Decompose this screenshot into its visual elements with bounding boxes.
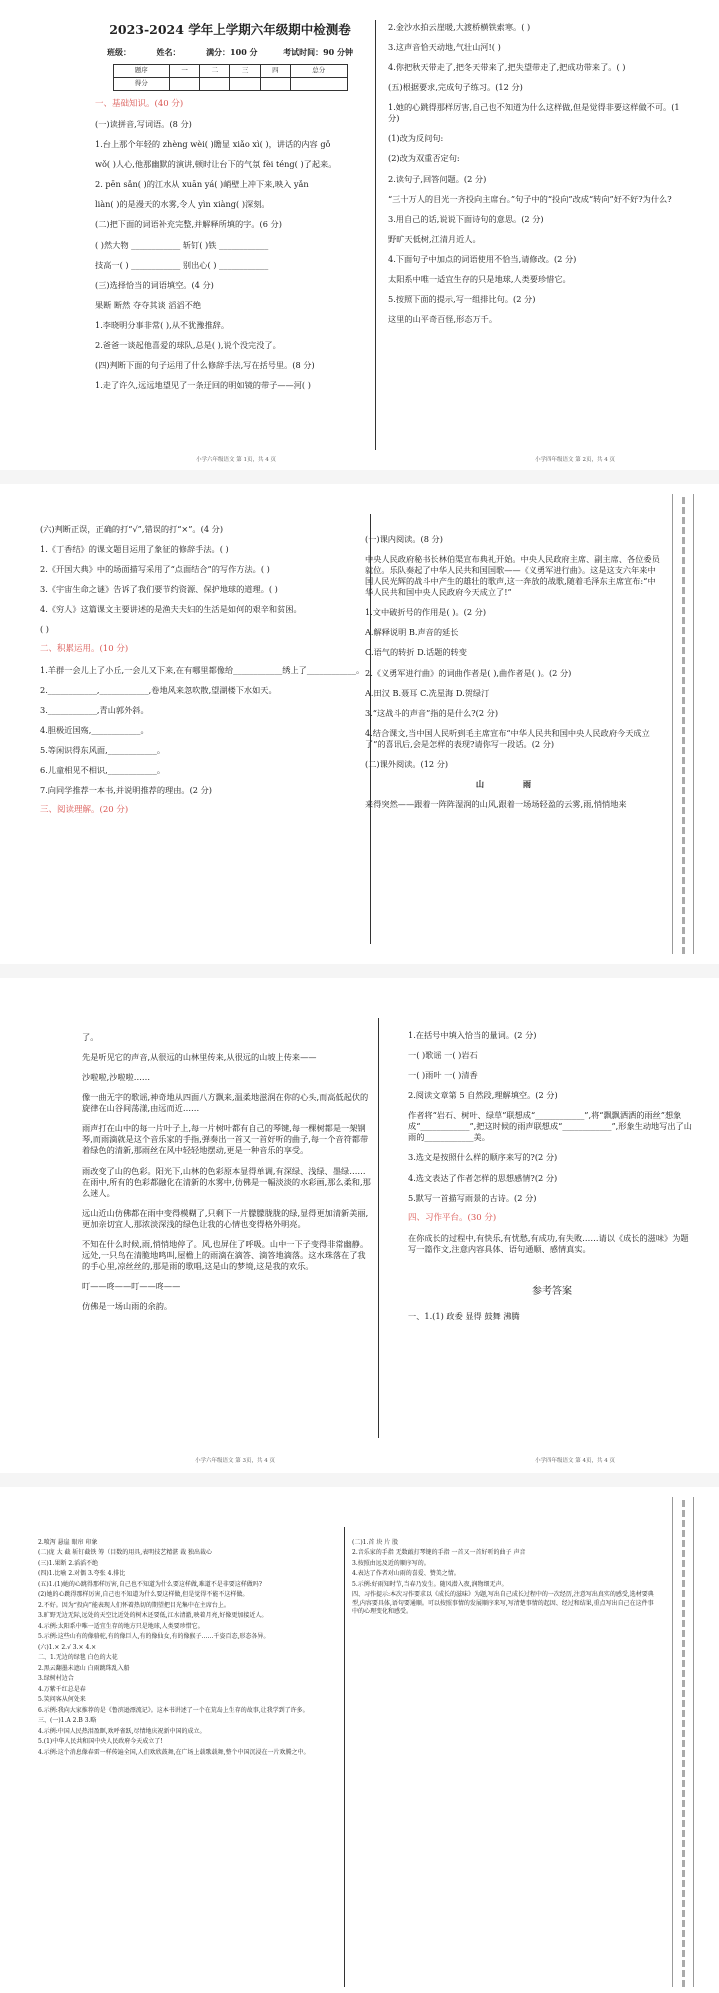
binding-dash	[682, 587, 685, 594]
binding-margin	[672, 1497, 694, 1987]
section-heading: 二、积累运用。(10 分)	[40, 644, 129, 655]
text-line: (二)庞 大 截 斩钉截铁 筹（目数的用具,表明技艺精湛 裁 独出裁心	[38, 1549, 213, 1557]
binding-dash	[682, 1770, 685, 1777]
binding-dash	[682, 1550, 685, 1557]
text-line: 2. pēn sǎn( )的江水从 xuān yá( )峭壁上冲下来,映入 yǎn	[95, 179, 309, 190]
text-line: 作者将“岩石、树叶、绿草”联想成“____________”,将“飘飘洒洒的雨丝”想象成“____________”,把这时候的雨声联想成“____________”,形象生动地写出了山雨的____________美。	[408, 1110, 692, 1143]
p1-left-lines	[95, 99, 365, 391]
binding-dash	[682, 607, 685, 614]
binding-dash	[682, 1540, 685, 1547]
section-heading: 四、习作平台。(30 分)	[408, 1212, 497, 1223]
text-line: C.语气的转折 D.话题的转变	[365, 647, 467, 658]
text-line: 6.儿童相见不相识,____________。	[40, 765, 166, 776]
score-header-cell: 三	[230, 64, 260, 77]
binding-dash	[682, 547, 685, 554]
binding-dash	[682, 1740, 685, 1747]
binding-dash	[682, 917, 685, 924]
text-line: 3.这声音恰天动地,气壮山河!( )	[388, 42, 501, 53]
text-line: 5.笑问客从何处来	[38, 1696, 86, 1704]
binding-dash	[682, 1730, 685, 1737]
section-heading: 三、阅读理解。(20 分)	[40, 805, 129, 816]
text-line: 4.示例:太阳系中唯一适宜生存的地方只是地球,人类要珍惜它。	[38, 1622, 204, 1630]
p3-right-lines	[408, 1030, 696, 1322]
text-line: 技高一( ) ____________ 别出心( ) ____________	[95, 259, 269, 270]
text-line: A.田汉 B.聂耳 C.冼星海 D.贺绿汀	[365, 687, 490, 698]
score-header-cell: 四	[260, 64, 290, 77]
text-line: 1.文中破折号的作用是( )。(2 分)	[365, 607, 487, 618]
text-line: ( )然大物 ____________ 斩钉( )铁 ____________	[95, 239, 269, 250]
text-line: 一( )雨叶 一( )清香	[408, 1070, 478, 1081]
text-line: 4.《穷人》这篇课文主要讲述的是渔夫夫妇的生活是如何的艰辛和贫困。	[40, 604, 302, 615]
binding-dash	[682, 527, 685, 534]
text-line: 2.____________,____________,卷地风来忽吹散,望湖楼下水如天。	[40, 684, 277, 695]
binding-dash	[682, 1910, 685, 1917]
binding-dash	[682, 557, 685, 564]
binding-dash	[682, 1620, 685, 1627]
score-cell[interactable]	[230, 77, 260, 90]
exam-page-1	[0, 0, 719, 470]
page-gap	[0, 964, 719, 978]
text-line: “三十万人的目光一齐投向主席台。”句子中的“投向”改成“转向”好不好?为什么?	[388, 193, 672, 204]
p3-left-column	[82, 1032, 372, 1321]
page-footer-2: 小学四年级语文 第 2页，共 4 页	[535, 457, 615, 463]
score-header-cell: 总分	[290, 64, 347, 77]
score-cell[interactable]	[260, 77, 290, 90]
text-line: 了。	[82, 1032, 99, 1042]
text-line: 2.音乐家的手指 无数敲打琴键的手指 一首又一首好听的曲子 声音	[352, 1549, 526, 1557]
text-line: 2.金沙水拍云崖暖,大渡桥横铁索寒。( )	[388, 22, 531, 32]
score-cell[interactable]	[290, 77, 347, 90]
text-line: (二)把下面的词语补充完整,并解释所填的字。(6 分)	[95, 219, 282, 230]
text-line: 叮——咚——叮——咚——	[82, 1281, 181, 1291]
score-cell[interactable]	[169, 77, 199, 90]
page-footer-1: 小学六年级语文 第 1页，共 4 页	[196, 457, 276, 463]
text-line: (五)根据要求,完成句子练习。(12 分)	[388, 82, 523, 93]
text-line: 6.示例:我向大家推荐的是《鲁滨逊漂流记》。这本书讲述了一个在荒岛上生存的故事,让我学到了许多。	[38, 1706, 309, 1714]
binding-dash	[682, 597, 685, 604]
p2-left-column	[40, 524, 365, 826]
text-line: 1.她的心跳得那样厉害,自己也不知道为什么这样做,但是觉得非要这样做不可。(1 分)	[388, 102, 680, 124]
score-header-cell: 二	[200, 64, 230, 77]
text-line: 果断 断然 夺夺其谈 滔滔不绝	[95, 299, 202, 310]
time-label: 考试时间：90 分钟	[283, 46, 353, 57]
binding-dash	[682, 1660, 685, 1667]
binding-dash	[682, 737, 685, 744]
p1-right-column	[388, 22, 693, 334]
score-row-label: 得分	[113, 77, 169, 90]
text-line: 5.按照下面的提示,写一组排比句。(2 分)	[388, 293, 536, 304]
binding-dashes	[673, 497, 693, 954]
score-label: 满分：100 分	[206, 46, 258, 57]
binding-dash	[682, 667, 685, 674]
text-line: liàn( )的是漫天的水雾,令人 yìn xiàng( )深刻。	[95, 199, 270, 210]
class-label: 班级：	[107, 46, 131, 57]
text-line: 仿佛是一场山雨的余韵。	[82, 1301, 173, 1312]
text-line: 4.表达了作者对山雨的喜爱、赞美之情。	[352, 1570, 460, 1578]
p1-left-column	[95, 22, 365, 400]
text-line: 1.台上那个年轻的 zhèng wèi( )瞻显 xiǎo xì( )，讲话的内容 gǒ	[95, 139, 331, 150]
text-line: 3.“这战斗的声音”指的是什么?(2 分)	[365, 707, 499, 718]
text-line: 4.结合课文,当中国人民听到毛主席宣布“中华人民共和国中央人民政府今天成立了”的喜讯后,会是怎样的表现?请你写一段话。(2 分)	[365, 727, 650, 749]
binding-dash	[682, 847, 685, 854]
binding-dash	[682, 877, 685, 884]
text-line: 4.示例:中国人民热泪盈眶,欢呼雀跃,尽情地庆祝新中国的成立。	[38, 1727, 206, 1735]
text-line: 2.黑云翻墨未遮山 白雨跳珠乱入船	[38, 1664, 130, 1672]
score-table	[113, 64, 348, 91]
text-line: 3.旷野无边无际,远处的天空比近处的树木还要低,江水清澈,映着月亮,好像更加接近人。	[38, 1612, 268, 1620]
binding-dash	[682, 1950, 685, 1957]
text-line: 1.羊群一会儿上了小丘,一会儿又下来,在有哪里都像给____________绣上了____________。	[40, 664, 365, 675]
text-line: (一)读拼音,写词语。(8 分)	[95, 119, 192, 130]
text-line: 不知在什么时候,雨,悄悄地停了。风,也屏住了呼吸。山中一下子变得非常幽静。远处,一只鸟在清脆地鸣叫,屋檐上的雨滴在滴答、滴答地滴落。这水珠落在了我的手心里,凉丝丝的,那是雨的歌唱,这是山的梦境,这是我的欢乐。	[82, 1238, 369, 1271]
binding-dash	[682, 907, 685, 914]
text-line: 1.在括号中填入恰当的量词。(2 分)	[408, 1030, 537, 1040]
text-line: A.解释说明 B.声音的延长	[365, 627, 459, 638]
text-line: 7.向同学推荐一本书,并说明推荐的理由。(2 分)	[40, 785, 212, 796]
binding-dash	[682, 577, 685, 584]
exam-info	[95, 47, 365, 58]
binding-dash	[682, 1810, 685, 1817]
p4-right-lines	[352, 1539, 657, 1616]
text-line: 1.走了许久,远远地望见了一条迂回的明如镜的带子——河( )	[95, 379, 311, 390]
text-line: 在你成长的过程中,有快乐,有忧愁,有成功,有失败……请以《成长的滋味》为题写一篇作文,注意内容具体、语句通顺、感情真实。	[408, 1233, 689, 1255]
binding-dash	[682, 1520, 685, 1527]
binding-dash	[682, 1870, 685, 1877]
binding-dash	[682, 827, 685, 834]
binding-dash	[682, 1800, 685, 1807]
text-line: 中央人民政府秘书长林伯渠宣布典礼开始。中央人民政府主席、副主席、各位委员就位。乐队奏起了中华人民共和国国歌——《义勇军进行曲》。这是这支六年来中国人民光辉的战斗中产生的雄壮的歌声,这一奔放的战歌,随着毛泽东主席宣布:“中华人民共和国中央人民政府今天成立了!”	[365, 554, 660, 598]
binding-dash	[682, 777, 685, 784]
text-line: 2.喷泻 悬崖 眼帘 印象	[38, 1539, 98, 1546]
binding-dash	[682, 727, 685, 734]
binding-dash	[682, 517, 685, 524]
binding-dash	[682, 1760, 685, 1767]
text-line: ( )	[40, 624, 49, 635]
text-line: (六)1.× 2.√ 3.× 4.×	[38, 1643, 97, 1651]
binding-dash	[682, 1500, 685, 1507]
binding-margin	[672, 494, 694, 954]
text-line: 先是听见它的声音,从很远的山林里传来,从很远的山坡上传来——	[82, 1052, 317, 1063]
page-footer-3: 小学六年级语文 第 3页，共 4 页	[195, 1458, 275, 1464]
text-line: wǒ( )人心,他那幽默的演讲,顿时让台下的气氛 fèi téng( )了起来。	[95, 159, 337, 170]
binding-dash	[682, 627, 685, 634]
text-line: 3.用自己的话,说说下面诗句的意思。(2 分)	[388, 213, 544, 224]
binding-dash	[682, 507, 685, 514]
page-footer-4: 小学四年级语文 第 4页，共 4 页	[535, 1458, 615, 1464]
section-heading: 一、基础知识。(40 分)	[95, 98, 184, 109]
text-line: 3.《宇宙生命之谜》告诉了我们要节约资源、保护地球的道理。( )	[40, 584, 278, 595]
text-line: (三)选择恰当的词语填空。(4 分)	[95, 279, 214, 290]
text-line: 4.你把秋天带走了,把冬天带来了,把失望带走了,把成功带来了。( )	[388, 62, 626, 73]
binding-dash	[682, 567, 685, 574]
binding-dash	[682, 1510, 685, 1517]
score-header-cell: 一	[169, 64, 199, 77]
binding-dash	[682, 867, 685, 874]
binding-dash	[682, 1710, 685, 1717]
text-line: 野旷天低树,江清月近人。	[388, 233, 481, 244]
text-line: 1.《丁香结》的课文题目运用了象征的修辞手法。( )	[40, 544, 229, 555]
binding-dash	[682, 647, 685, 654]
exam-page-4	[0, 1487, 719, 1993]
score-cell[interactable]	[200, 77, 230, 90]
score-table-row	[113, 77, 347, 90]
text-line: 5.示例:好雨知时节,当春乃发生。随风潜入夜,润物细无声。	[352, 1580, 508, 1588]
text-line: 三、(一)1.A 2.B 3.略	[38, 1717, 97, 1725]
binding-dash	[682, 1860, 685, 1867]
binding-dash	[682, 947, 685, 954]
binding-dash	[682, 1580, 685, 1587]
text-line: 太阳系中唯一适宜生存的只是地球,人类要珍惜它。	[388, 273, 571, 284]
text-line: (2)改为双重否定句:	[388, 153, 460, 164]
text-line: 5.(1)中华人民共和国中央人民政府今天成立了!	[38, 1738, 163, 1746]
binding-dash	[682, 1900, 685, 1907]
p2-left-lines	[40, 524, 365, 817]
text-line: 2.不好。因为“投向”能表现人们怀着热切的期望把目光集中在主席台上。	[38, 1601, 230, 1609]
binding-dash	[682, 1700, 685, 1707]
binding-dash	[682, 687, 685, 694]
binding-dash	[682, 497, 685, 504]
text-line: 四、习作提示:本次习作要求以《成长的滋味》为题,写出自己成长过程中的一次经历,注意写出真实的感受,选材要典型,内容要具体,语句要通顺。可以按照事情的发展顺序来写,写清楚事情的起因、经过和结果,重点写出自己在这件事中的心理变化和感受。	[352, 1591, 654, 1615]
answers-title: 参考答案	[532, 1286, 572, 1298]
text-line: 4.下面句子中加点的词语使用不恰当,请修改。(2 分)	[388, 253, 577, 264]
text-line: 3.____________,青山郭外斜。	[40, 704, 149, 715]
page-gap	[0, 1473, 719, 1487]
binding-dash	[682, 757, 685, 764]
binding-dash	[682, 797, 685, 804]
text-line: 5.等闲识得东风面,____________。	[40, 745, 166, 756]
p2-right-column	[365, 534, 660, 819]
score-header-cell: 题序	[113, 64, 169, 77]
column-divider	[375, 20, 376, 450]
binding-dash	[682, 1970, 685, 1977]
binding-dash	[682, 747, 685, 754]
text-line: 这里的山平奇百怪,形态万千。	[388, 313, 498, 324]
binding-dash	[682, 857, 685, 864]
binding-dash	[682, 1830, 685, 1837]
p4-left-lines	[38, 1539, 338, 1757]
column-divider	[378, 1018, 379, 1438]
binding-dash	[682, 1680, 685, 1687]
text-line: 5.默写一首描写雨景的古诗。(2 分)	[408, 1192, 537, 1203]
binding-dash	[682, 1980, 685, 1987]
p3-left-lines	[82, 1032, 372, 1312]
binding-dash	[682, 937, 685, 944]
text-line: (四)判断下面的句子运用了什么修辞手法,写在括号里。(8 分)	[95, 359, 315, 370]
binding-dash	[682, 817, 685, 824]
text-line: 2.《义勇军进行曲》的词曲作者是( ),曲作者是( )。(2 分)	[365, 667, 572, 678]
text-line: (三)1.果断 2.滔滔不绝	[38, 1559, 99, 1567]
binding-dash	[682, 717, 685, 724]
text-line: 2.读句子,回答问题。(2 分)	[388, 173, 487, 184]
binding-dash	[682, 1890, 685, 1897]
binding-dash	[682, 617, 685, 624]
text-line: 二、1.无边的绿毯 白色的大花	[38, 1654, 118, 1662]
binding-dash	[682, 1880, 685, 1887]
binding-dash	[682, 1940, 685, 1947]
text-line: 一( )歌谣 一( )岩石	[408, 1050, 478, 1061]
exam-page-3	[0, 978, 719, 1473]
binding-dash	[682, 1560, 685, 1567]
binding-dash	[682, 637, 685, 644]
binding-dash	[682, 1930, 685, 1937]
p4-left-column	[38, 1539, 338, 1759]
name-label: 姓名：	[156, 46, 181, 57]
column-divider	[344, 1527, 345, 1987]
binding-dashes	[673, 1500, 693, 1987]
binding-dash	[682, 1590, 685, 1597]
binding-dash	[682, 1650, 685, 1657]
binding-dash	[682, 927, 685, 934]
binding-dash	[682, 1530, 685, 1537]
text-line: 雨改变了山的色彩。阳光下,山林的色彩原本显得单调,有深绿、浅绿、墨绿……在雨中,所有的色彩都融化在清新的水雾中,仿佛是一幅淡淡的水彩画,那么柔和,那么迷人。	[82, 1165, 371, 1198]
text-line: (六)判断正误，正确的打“√”,错误的打“×”。(4 分)	[40, 524, 224, 534]
binding-dash	[682, 697, 685, 704]
binding-dash	[682, 1960, 685, 1967]
text-line: 2.阅读文章第 5 自然段,理解填空。(2 分)	[408, 1090, 558, 1101]
text-line: 3.绿树村边合	[38, 1675, 74, 1683]
binding-dash	[682, 1720, 685, 1727]
binding-dash	[682, 837, 685, 844]
binding-dash	[682, 1570, 685, 1577]
binding-dash	[682, 767, 685, 774]
text-line: 4.万紫千红总是春	[38, 1685, 86, 1693]
binding-dash	[682, 1670, 685, 1677]
binding-dash	[682, 1820, 685, 1827]
binding-dash	[682, 1600, 685, 1607]
text-line: 4.胆极近国殇,____________。	[40, 725, 149, 736]
binding-dash	[682, 1850, 685, 1857]
p2-right-lines	[365, 534, 660, 810]
text-line: 像一曲无字的歌谣,神奇地从四面八方飘来,温柔地滋润在你的心头,而高低起伏的旋律在山谷间荡漾,由远而近……	[82, 1092, 369, 1114]
text-line: 雨声打在山中的每一片叶子上,每一片树叶都有自己的琴键,每一棵树都是一架钢琴,而雨滴就是这个音乐家的手指,弹奏出一首又一首好听的曲子,每一个音符都带着绿色的清新,那雨丝在风中轻轻地摆动,更是一种音乐的享受。	[82, 1123, 369, 1156]
binding-dash	[682, 887, 685, 894]
text-line: (二)课外阅读。(12 分)	[365, 758, 449, 769]
binding-dash	[682, 1630, 685, 1637]
binding-dash	[682, 707, 685, 714]
p1-right-lines	[388, 22, 693, 325]
text-line: 2.爸爸一谈起他喜爱的球队,总是( ),说个没完没了。	[95, 339, 281, 350]
exam-page-2	[0, 484, 719, 964]
p4-right-column	[352, 1539, 657, 1618]
text-line: (2)她的心跳得那样厉害,自己也不知道为什么要这样做,但是觉得不能不这样做。	[38, 1591, 249, 1599]
text-line: 3.按照由远及近的顺序写的。	[352, 1559, 430, 1567]
score-table-header	[113, 64, 347, 77]
binding-dash	[682, 787, 685, 794]
text-line: 一、1.(1) 政委 显得 鼓舞 沸腾	[408, 1310, 520, 1321]
binding-dash	[682, 1920, 685, 1927]
text-line: 1.李晓明分事非常( ),从不犹豫推辞。	[95, 319, 230, 330]
text-line: (五)1.(1)她的心跳得那样厉害,自己也不知道为什么要这样做,难道不是非要这样做吗?	[38, 1580, 262, 1588]
text-line: (一)课内阅读。(8 分)	[365, 534, 443, 544]
text-line: 沙啦啦,沙啦啦……	[82, 1072, 151, 1083]
binding-dash	[682, 657, 685, 664]
text-line: 4.示例:这个消息像春雷一样传遍全国,人们欢欣鼓舞,在广场上载歌载舞,整个中国沉浸在一片欢腾之中。	[38, 1748, 310, 1756]
text-line: (四)1.比喻 2.对偶 3.夸张 4.排比	[38, 1570, 126, 1578]
text-line: 来得突然——跟着一阵阵湿润的山风,跟着一场场轻盈的云雾,雨,悄悄地来	[365, 798, 627, 809]
text-line: 3.选文是按照什么样的顺序来写的?(2 分)	[408, 1152, 558, 1163]
binding-dash	[682, 677, 685, 684]
text-line: 远山近山仿佛都在雨中变得模糊了,只剩下一片朦朦胧胧的绿,显得更加清新美丽,更加亲切宜人,那浓淡深浅的绿色让我的心情也变得格外明亮。	[82, 1207, 369, 1229]
exam-title: 2023-2024 学年上学期六年级期中检测卷	[109, 22, 351, 37]
binding-dash	[682, 807, 685, 814]
poem-title: 山 雨	[475, 778, 550, 789]
binding-dash	[682, 1610, 685, 1617]
binding-dash	[682, 1640, 685, 1647]
text-line: 4.选文表达了作者怎样的思想感情?(2 分)	[408, 1172, 558, 1183]
binding-dash	[682, 1840, 685, 1847]
binding-dash	[682, 897, 685, 904]
p3-right-column	[408, 1030, 696, 1331]
binding-dash	[682, 537, 685, 544]
text-line: (二)1.首 块 片 股	[352, 1539, 399, 1546]
binding-dash	[682, 1690, 685, 1697]
binding-dash	[682, 1780, 685, 1787]
binding-dash	[682, 1790, 685, 1797]
page-gap	[0, 470, 719, 484]
text-line: 2.《开国大典》中的场面描写采用了“点面结合”的写作方法。( )	[40, 564, 270, 575]
text-line: 5.示例:这些山有的像骆驼,有的像巨人,有的像仙女,有的像猴子……千姿百态,形态各异。	[38, 1633, 270, 1641]
binding-dash	[682, 1750, 685, 1757]
text-line: (1)改为反问句:	[388, 133, 444, 144]
